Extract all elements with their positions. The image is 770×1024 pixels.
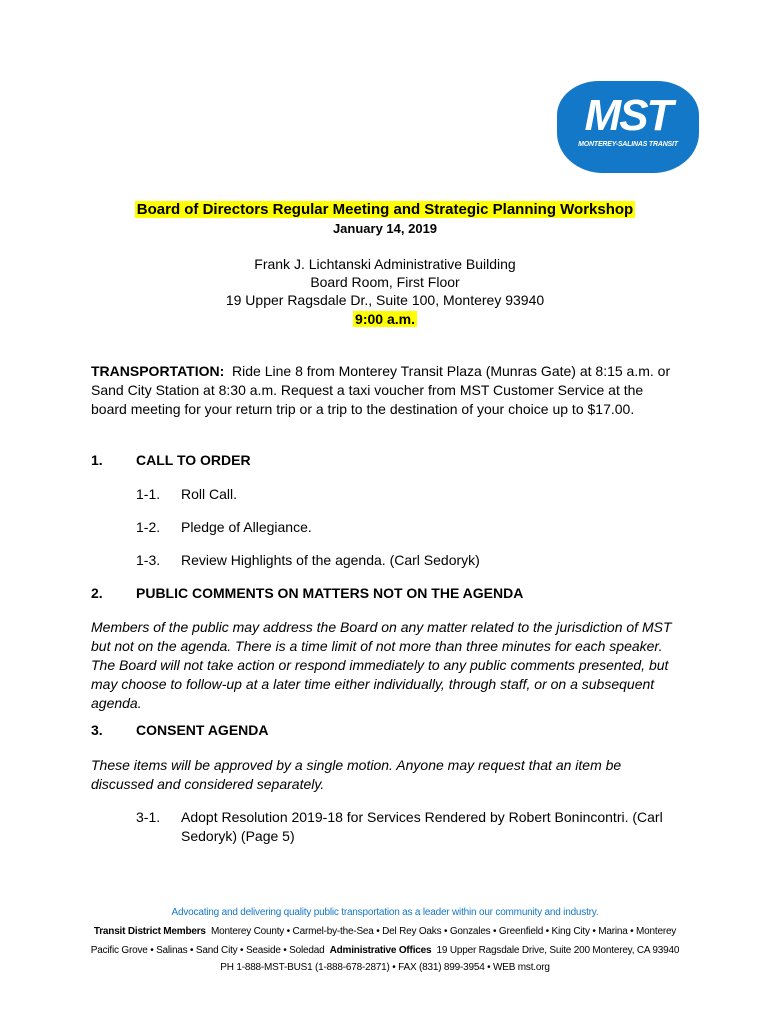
address-building: Frank J. Lichtanski Administrative Building [254,256,516,272]
footer-members: Transit District Members Monterey County • Carmel-by-the-Sea • Del Rey Oaks • Gonzales • Greenfield • King City • Marina • Monterey [93,926,677,937]
transportation-text: Ride Line 8 from Monterey Transit Plaza (Munras Gate) at 8:15 a.m. or Sand City Station at 8:30 a.m. Request a taxi voucher from MST Customer Service at the board meeting for your return trip or a trip to the destination of your choice up to $17.00. [91,363,671,417]
transportation-label: TRANSPORTATION: [91,363,225,379]
meeting-time: 9:00 a.m. [355,311,415,327]
section-heading: 2. PUBLIC COMMENTS ON MATTERS NOT ON THE AGENDA [91,585,524,601]
section-heading: 3. CONSENT AGENDA [91,722,269,738]
transportation-note [91,362,681,419]
meeting-date: January 14, 2019 [332,221,438,236]
footer-offices: Pacific Grove • Salinas • Sand City • Seaside • Soledad Administrative Offices 19 Upper Ragsdale Drive, Suite 200 Monterey, CA 93940 [90,945,680,956]
footer-contact: PH 1-888-MST-BUS1 (1-888-678-2871) • FAX (831) 899-3954 • WEB mst.org [220,962,550,973]
agenda-item: 3-1. Adopt Resolution 2019-18 for Services Rendered by Robert Bonincontri. (Carl Sedoryk) (Page 5) [136,809,663,844]
public-comment-note: Members of the public may address the Board on any matter related to the jurisdiction of MST but not on the agenda. There is a time limit of not more than three minutes for each speaker. The Board will not take action or respond immediately to any public comments presented, but may choose to follow-up at a later time either individually, through staff, or on a subsequent agenda. [91,619,672,711]
footer-tagline: Advocating and delivering quality public transportation as a leader within our community and industry. [171,907,599,918]
mst-logo [557,81,699,173]
logo-mark: MST [584,91,672,140]
logo-subtitle: MONTEREY-SALINAS TRANSIT [578,141,678,148]
address-room: Board Room, First Floor [310,274,460,290]
consent-note: These items will be approved by a single motion. Anyone may request that an item be discussed and considered separately. [91,757,622,792]
agenda-item: 1-2. Pledge of Allegiance. [136,519,312,535]
page-title: Board of Directors Regular Meeting and Strategic Planning Workshop [136,201,634,218]
address-street: 19 Upper Ragsdale Dr., Suite 100, Monterey 93940 [225,292,545,308]
agenda-item: 1-3. Review Highlights of the agenda. (Carl Sedoryk) [136,552,480,568]
section-heading: 1. CALL TO ORDER [91,452,251,468]
agenda-item: 1-1. Roll Call. [136,486,238,502]
